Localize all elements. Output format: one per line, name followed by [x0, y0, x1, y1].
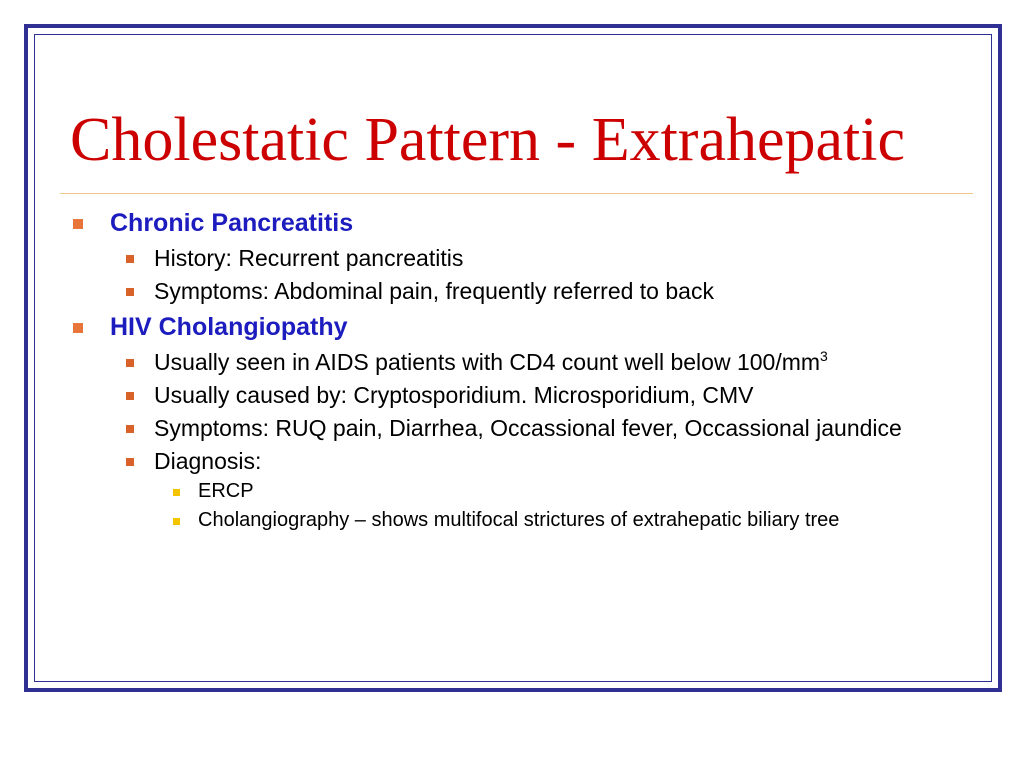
- square-bullet-icon: [73, 219, 83, 229]
- list-item-text: Diagnosis:: [154, 448, 262, 474]
- list-item: [70, 246, 930, 271]
- list-item: [70, 449, 930, 474]
- square-bullet-icon: [126, 255, 134, 263]
- list-item-text: Usually seen in AIDS patients with CD4 count well below 100/mm: [154, 349, 821, 375]
- slide-content: [70, 203, 930, 532]
- list-item: [70, 279, 930, 304]
- section-heading-text: Chronic Pancreatitis: [110, 209, 354, 237]
- square-bullet-icon: [126, 359, 134, 367]
- list-item-text: Symptoms: RUQ pain, Diarrhea, Occassional fever, Occassional jaundice: [154, 415, 902, 441]
- square-bullet-icon: [73, 323, 83, 333]
- list-item-text: Symptoms: Abdominal pain, frequently referred to back: [154, 278, 714, 304]
- list-item-text: History: Recurrent pancreatitis: [154, 245, 464, 271]
- square-bullet-icon: [173, 489, 180, 496]
- square-bullet-icon: [126, 392, 134, 400]
- sub-list-item: [70, 509, 930, 532]
- square-bullet-icon: [126, 425, 134, 433]
- slide-title: Cholestatic Pattern - Extrahepatic: [70, 106, 905, 174]
- section-heading-hiv-cholangiopathy: [70, 312, 930, 342]
- list-item-text: Usually caused by: Cryptosporidium. Microsporidium, CMV: [154, 382, 754, 408]
- superscript: 3: [820, 348, 828, 364]
- sub-list-item: [70, 480, 930, 503]
- sub-list-item-text: Cholangiography – shows multifocal strictures of extrahepatic biliary tree: [198, 509, 840, 531]
- square-bullet-icon: [126, 288, 134, 296]
- section-heading-text: HIV Cholangiopathy: [110, 313, 348, 341]
- title-divider: [60, 193, 973, 194]
- sub-list-item-text: ERCP: [198, 480, 254, 502]
- list-item: [70, 350, 930, 375]
- square-bullet-icon: [173, 518, 180, 525]
- section-heading-chronic-pancreatitis: [70, 208, 930, 238]
- list-item: [70, 416, 930, 441]
- square-bullet-icon: [126, 458, 134, 466]
- list-item: [70, 383, 930, 408]
